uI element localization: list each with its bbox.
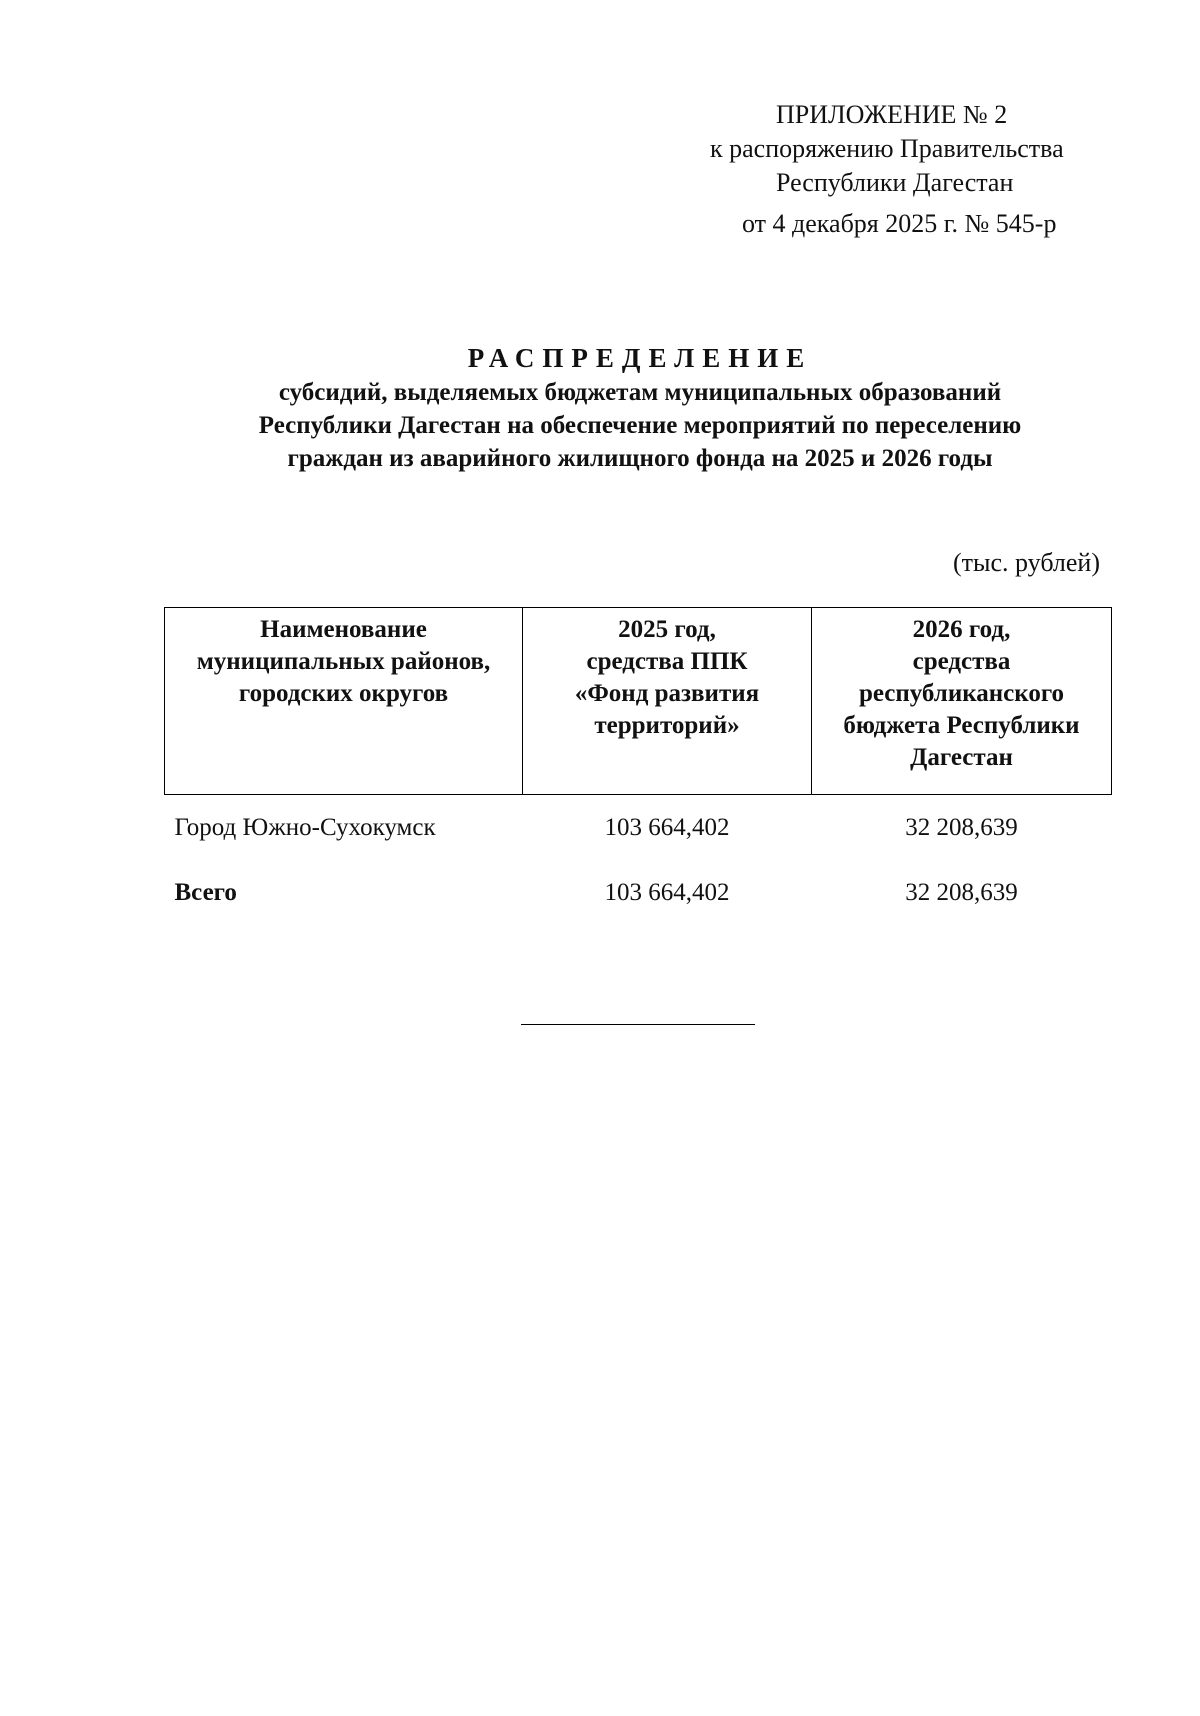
total-value-2026: 32 208,639 <box>905 878 1018 906</box>
appendix-stamp <box>690 98 1130 241</box>
header-line: 2026 год, <box>912 616 1011 643</box>
row-municipality: Город Южно-Сухокумск <box>174 813 436 841</box>
header-line: городских округов <box>238 680 449 707</box>
header-line: средства <box>912 648 1011 675</box>
appendix-order-ref: к распоряжению Правительства <box>710 134 1064 163</box>
header-line: бюджета Республики <box>843 712 1080 739</box>
total-row <box>165 860 1112 925</box>
header-line: 2025 год, <box>618 616 716 643</box>
distribution-table <box>164 607 1112 925</box>
appendix-government: Республики Дагестан <box>776 168 1014 197</box>
total-label: Всего <box>174 878 237 906</box>
table-header-row <box>165 608 1112 795</box>
header-line: территорий» <box>594 712 740 739</box>
document-title <box>130 340 1150 475</box>
title-line-3: граждан из аварийного жилищного фонда на 2025 и 2026 годы <box>287 445 993 472</box>
title-line-2: Республики Дагестан на обеспечение мероприятий по переселению <box>258 412 1022 439</box>
header-line: Наименование <box>260 616 427 643</box>
row-value-2026: 32 208,639 <box>905 813 1018 841</box>
header-2026 <box>812 608 1112 795</box>
end-divider <box>521 1024 755 1025</box>
header-municipality <box>165 608 523 795</box>
title-line-1: субсидий, выделяемых бюджетам муниципальных образований <box>278 379 1002 406</box>
header-line: средства ППК <box>586 648 748 675</box>
table-row <box>165 795 1112 861</box>
total-value-2025: 103 664,402 <box>604 878 730 906</box>
header-line: «Фонд развития <box>574 680 760 707</box>
header-line: муниципальных районов, <box>196 648 491 675</box>
header-line: республиканского <box>858 680 1065 707</box>
title-main: РАСПРЕДЕЛЕНИЕ <box>467 343 813 373</box>
appendix-number: ПРИЛОЖЕНИЕ № 2 <box>776 100 1008 129</box>
appendix-date: от 4 декабря 2025 г. № 545-р <box>742 209 1057 238</box>
units-label: (тыс. рублей) <box>952 548 1100 577</box>
row-value-2025: 103 664,402 <box>604 813 730 841</box>
header-2025 <box>523 608 812 795</box>
header-line: Дагестан <box>910 744 1013 771</box>
